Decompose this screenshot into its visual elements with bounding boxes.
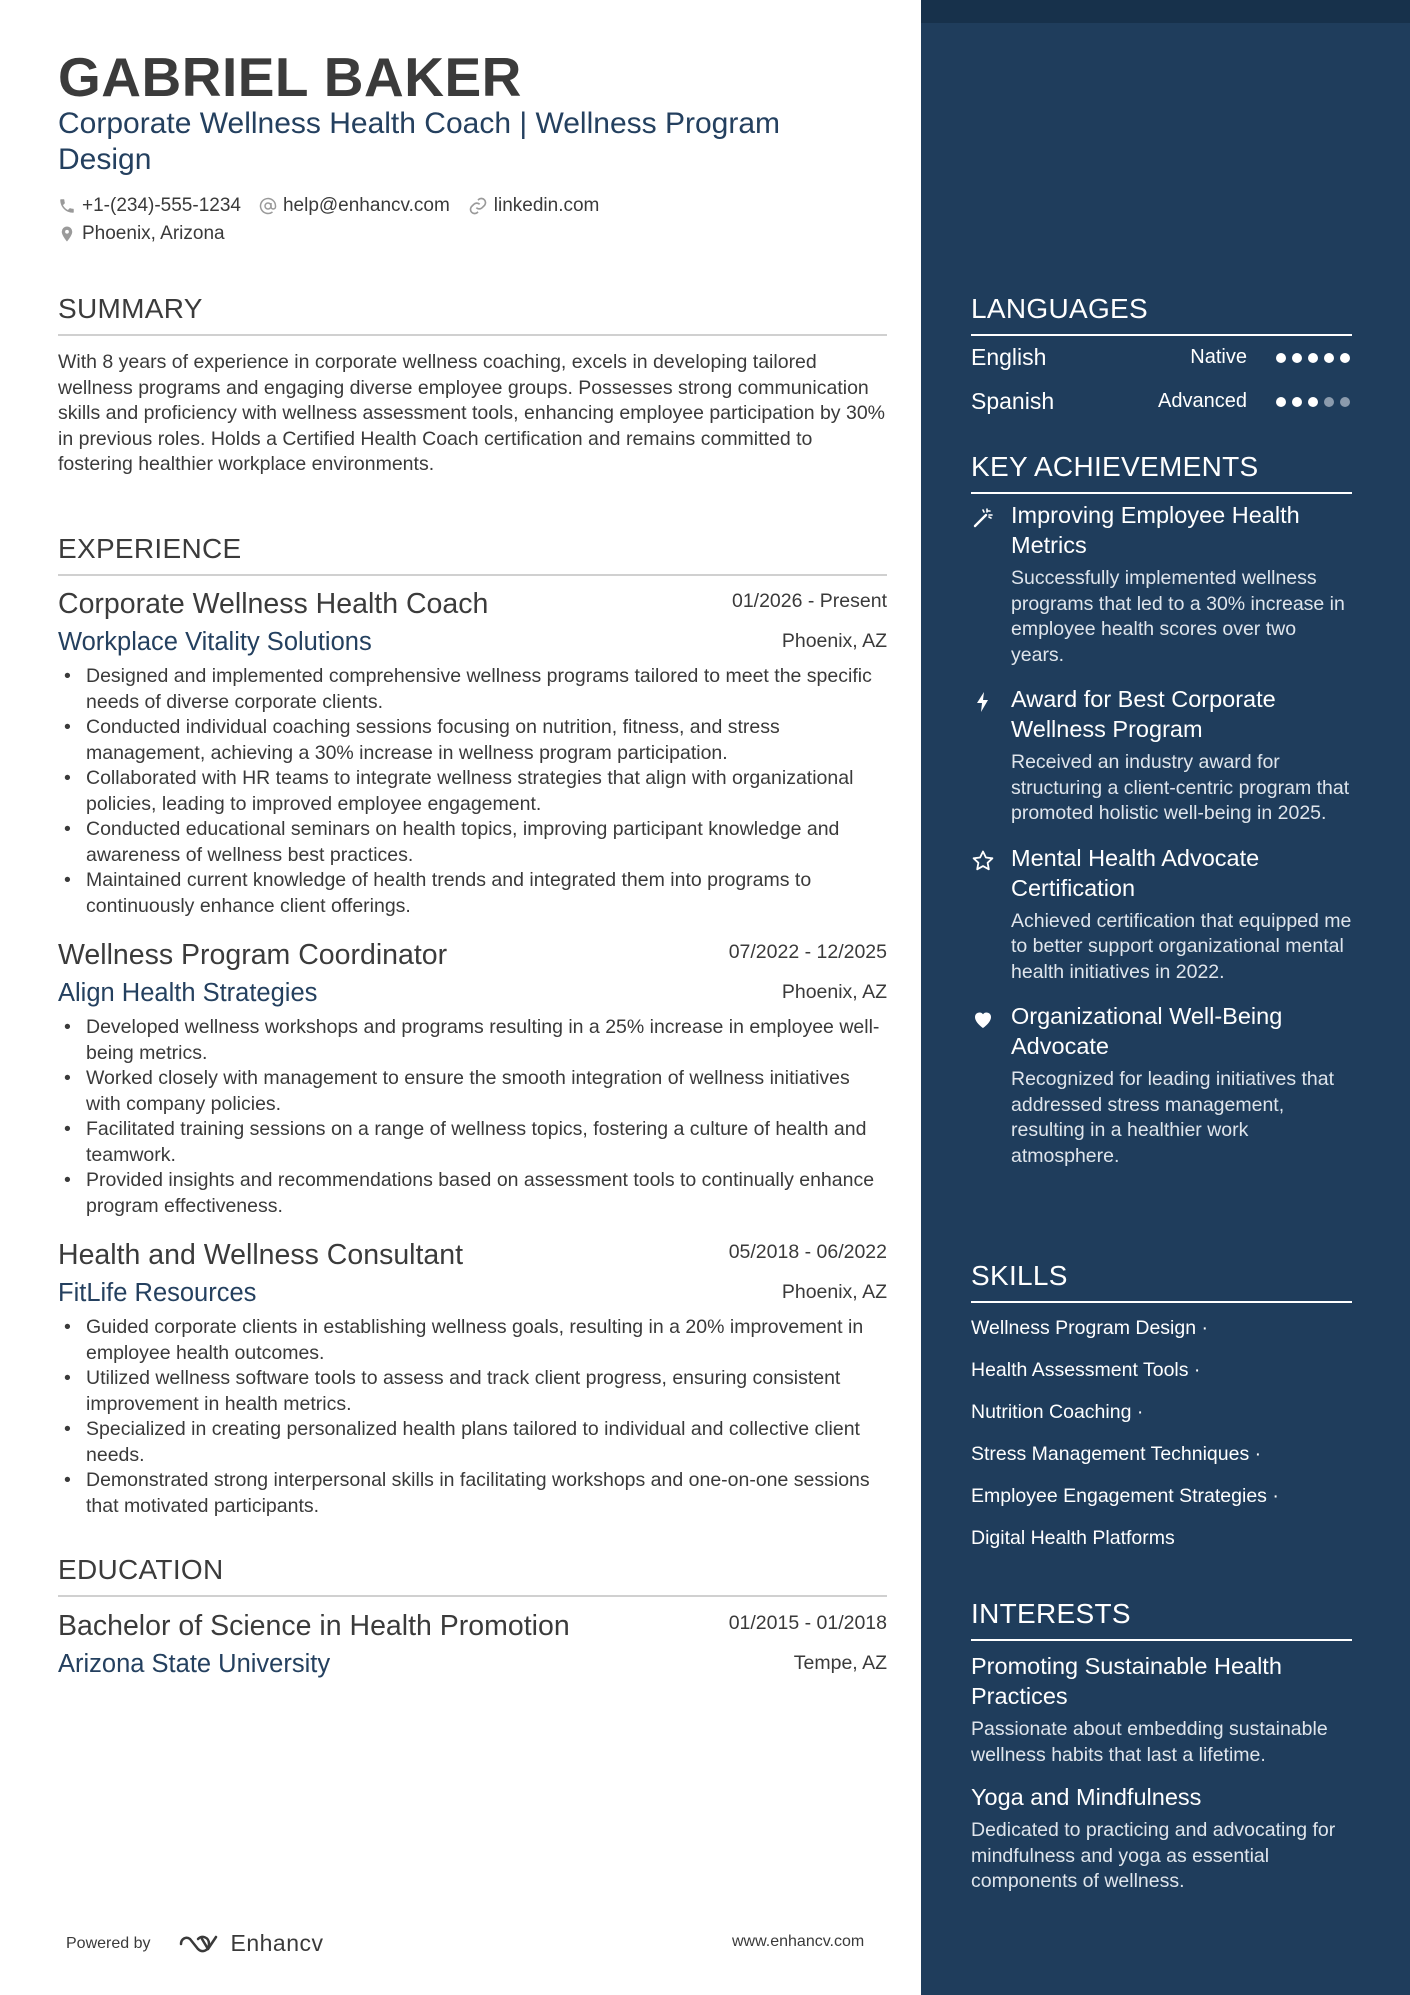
email-contact[interactable] bbox=[259, 195, 450, 217]
heart-icon bbox=[971, 1007, 995, 1031]
linkedin-text: linkedin.com bbox=[493, 195, 600, 216]
footer-branding bbox=[66, 1930, 324, 1957]
rating-dot-empty bbox=[1340, 397, 1350, 407]
job-location: Phoenix, AZ bbox=[781, 630, 887, 652]
achievement-title: Award for Best Corporate Wellness Program bbox=[1011, 686, 1276, 742]
language-name: Spanish bbox=[971, 388, 1055, 414]
job-dates: 05/2018 - 06/2022 bbox=[728, 1241, 887, 1263]
rating-dot-filled bbox=[1292, 353, 1302, 363]
list-item: • Conducted educational seminars on health topics, improving participant knowledge and awareness of wellness best practices. bbox=[86, 817, 887, 868]
phone-contact[interactable] bbox=[58, 195, 241, 217]
list-item: • Collaborated with HR teams to integrate wellness strategies that align with organizational policies, leading to improved employee engagement. bbox=[86, 766, 887, 817]
job-location: Phoenix, AZ bbox=[781, 1281, 887, 1303]
rating-dot-filled bbox=[1308, 353, 1318, 363]
job-company: Workplace Vitality Solutions bbox=[58, 628, 372, 656]
rating-dot-empty bbox=[1324, 397, 1334, 407]
list-item: • Demonstrated strong interpersonal skills in facilitating workshops and one-on-one sessions that motivated participants. bbox=[86, 1468, 887, 1519]
candidate-name: GABRIEL BAKER bbox=[58, 46, 522, 108]
achievements-section bbox=[971, 450, 1352, 1169]
rating-dot-filled bbox=[1276, 397, 1286, 407]
education-entry bbox=[58, 1610, 887, 1686]
experience-entry bbox=[58, 939, 887, 1219]
skill-item: Wellness Program Design · bbox=[971, 1317, 1208, 1339]
contact-info bbox=[58, 192, 887, 248]
rating-dot-filled bbox=[1276, 353, 1286, 363]
list-item: • Conducted individual coaching sessions focusing on nutrition, fitness, and stress management, achieving a 30% increase in wellness program participation. bbox=[86, 715, 887, 766]
job-company: Align Health Strategies bbox=[58, 979, 318, 1007]
achievement-desc: Recognized for leading initiatives that addressed stress management, resulting in a healthier work atmosphere. bbox=[1011, 1068, 1335, 1167]
link-icon bbox=[468, 196, 488, 216]
language-item bbox=[971, 336, 1352, 380]
phone-text: +1-(234)-555-1234 bbox=[82, 195, 241, 216]
interest-desc: Dedicated to practicing and advocating for mindfulness and yoga as essential components of wellness. bbox=[971, 1819, 1336, 1892]
skill-item: Stress Management Techniques · bbox=[971, 1443, 1262, 1465]
job-title: Health and Wellness Consultant bbox=[58, 1239, 464, 1271]
at-sign-icon bbox=[259, 197, 277, 215]
languages-heading: LANGUAGES bbox=[971, 292, 1352, 336]
interest-title: Promoting Sustainable Health Practices bbox=[971, 1653, 1282, 1709]
language-level: Native bbox=[1190, 346, 1247, 368]
language-rating bbox=[1270, 397, 1350, 407]
list-item: • Maintained current knowledge of health trends and integrated them into programs to continuously enhance client offerings. bbox=[86, 868, 887, 919]
list-item: • Facilitated training sessions on a range of wellness topics, fostering a culture of health and teamwork. bbox=[86, 1117, 887, 1168]
interest-item bbox=[971, 1782, 1352, 1895]
achievement-desc: Received an industry award for structuring a client-centric program that promoted holistic well-being in 2025. bbox=[1011, 751, 1350, 824]
achievement-title: Organizational Well-Being Advocate bbox=[1011, 1003, 1283, 1059]
language-level: Advanced bbox=[1158, 390, 1247, 412]
skills-section bbox=[971, 1259, 1352, 1567]
location-contact bbox=[58, 223, 225, 245]
skill-item: Digital Health Platforms bbox=[971, 1527, 1175, 1549]
language-item bbox=[971, 380, 1352, 424]
interest-title: Yoga and Mindfulness bbox=[971, 1784, 1202, 1810]
achievement-desc: Successfully implemented wellness programs that led to a 30% increase in employee health scores over two years. bbox=[1011, 567, 1345, 666]
job-dates: 07/2022 - 12/2025 bbox=[728, 941, 887, 963]
sidebar-top-bar bbox=[921, 0, 1410, 23]
experience-heading: EXPERIENCE bbox=[58, 532, 887, 576]
education-dates: 01/2015 - 01/2018 bbox=[728, 1612, 887, 1634]
achievement-desc: Achieved certification that equipped me to better support organizational mental health initiatives in 2022. bbox=[1011, 909, 1352, 983]
list-item: • Developed wellness workshops and programs resulting in a 25% increase in employee well-being metrics. bbox=[86, 1015, 887, 1066]
location-text: Phoenix, Arizona bbox=[82, 223, 225, 244]
brand-name: Enhancv bbox=[230, 1930, 324, 1956]
footer-url[interactable]: www.enhancv.com bbox=[732, 1933, 865, 1950]
list-item: • Designed and implemented comprehensive wellness programs tailored to meet the specific needs of diverse corporate clients. bbox=[86, 664, 887, 715]
rating-dot-filled bbox=[1340, 353, 1350, 363]
rating-dot-filled bbox=[1292, 397, 1302, 407]
summary-text: With 8 years of experience in corporate wellness coaching, excels in developing tailored wellness programs and engaging diverse employee groups. Possesses strong communication skills and proficiency with wellness assessment tools, enhancing employee participation by 30% in previous roles. Holds a Certified Health Coach certification and remains committed to fostering healthier workplace environments. bbox=[58, 351, 886, 475]
job-dates: 01/2026 - Present bbox=[731, 590, 887, 612]
degree-title: Bachelor of Science in Health Promotion bbox=[58, 1610, 570, 1642]
education-heading: EDUCATION bbox=[58, 1553, 887, 1597]
job-title: Wellness Program Coordinator bbox=[58, 939, 448, 971]
skill-item: Employee Engagement Strategies · bbox=[971, 1485, 1279, 1507]
star-icon bbox=[971, 849, 995, 873]
achievement-item bbox=[971, 684, 1352, 827]
language-rating bbox=[1270, 353, 1350, 363]
interests-section bbox=[971, 1597, 1352, 1895]
list-item: • Worked closely with management to ensure the smooth integration of wellness initiatives with company policies. bbox=[86, 1066, 887, 1117]
achievement-item bbox=[971, 843, 1352, 986]
achievement-item bbox=[971, 1001, 1352, 1169]
interest-item bbox=[971, 1651, 1352, 1768]
email-text: help@enhancv.com bbox=[282, 195, 450, 216]
job-bullets bbox=[58, 1315, 887, 1519]
list-item: • Provided insights and recommendations based on assessment tools to continually enhance program effectiveness. bbox=[86, 1168, 887, 1219]
sidebar bbox=[921, 0, 1410, 1995]
rating-dot-filled bbox=[1308, 397, 1318, 407]
education-location: Tempe, AZ bbox=[793, 1652, 887, 1674]
skill-item: Health Assessment Tools · bbox=[971, 1359, 1201, 1381]
skills-heading: SKILLS bbox=[971, 1259, 1352, 1303]
list-item: • Specialized in creating personalized health plans tailored to individual and collective client needs. bbox=[86, 1417, 887, 1468]
achievements-heading: KEY ACHIEVEMENTS bbox=[971, 450, 1352, 494]
location-pin-icon bbox=[58, 225, 76, 243]
lightning-bolt-icon bbox=[971, 690, 995, 714]
candidate-headline: Corporate Wellness Health Coach | Wellness Program Design bbox=[58, 107, 780, 176]
linkedin-contact[interactable] bbox=[468, 195, 600, 217]
job-bullets bbox=[58, 1015, 887, 1219]
school-name: Arizona State University bbox=[58, 1650, 331, 1678]
job-location: Phoenix, AZ bbox=[781, 981, 887, 1003]
summary-heading: SUMMARY bbox=[58, 292, 887, 336]
achievement-item bbox=[971, 500, 1352, 668]
skill-item: Nutrition Coaching · bbox=[971, 1401, 1144, 1423]
interests-heading: INTERESTS bbox=[971, 1597, 1352, 1641]
rating-dot-filled bbox=[1324, 353, 1334, 363]
phone-icon bbox=[58, 197, 76, 215]
job-title: Corporate Wellness Health Coach bbox=[58, 588, 489, 620]
job-bullets bbox=[58, 664, 887, 919]
achievement-title: Mental Health Advocate Certification bbox=[1011, 844, 1260, 901]
language-name: English bbox=[971, 344, 1047, 370]
list-item: • Guided corporate clients in establishing wellness goals, resulting in a 20% improvement in employee health outcomes. bbox=[86, 1315, 887, 1366]
experience-entry bbox=[58, 1239, 887, 1519]
powered-by-text: Powered by bbox=[66, 1934, 151, 1952]
job-company: FitLife Resources bbox=[58, 1279, 257, 1307]
achievement-title: Improving Employee Health Metrics bbox=[1011, 502, 1300, 558]
enhancv-logo-icon bbox=[177, 1932, 223, 1956]
languages-section bbox=[971, 292, 1352, 424]
list-item: • Utilized wellness software tools to assess and track client progress, ensuring consistent improvement in health metrics. bbox=[86, 1366, 887, 1417]
magic-wand-icon bbox=[971, 506, 995, 530]
experience-entry bbox=[58, 588, 887, 919]
interest-desc: Passionate about embedding sustainable wellness habits that last a lifetime. bbox=[971, 1718, 1328, 1766]
